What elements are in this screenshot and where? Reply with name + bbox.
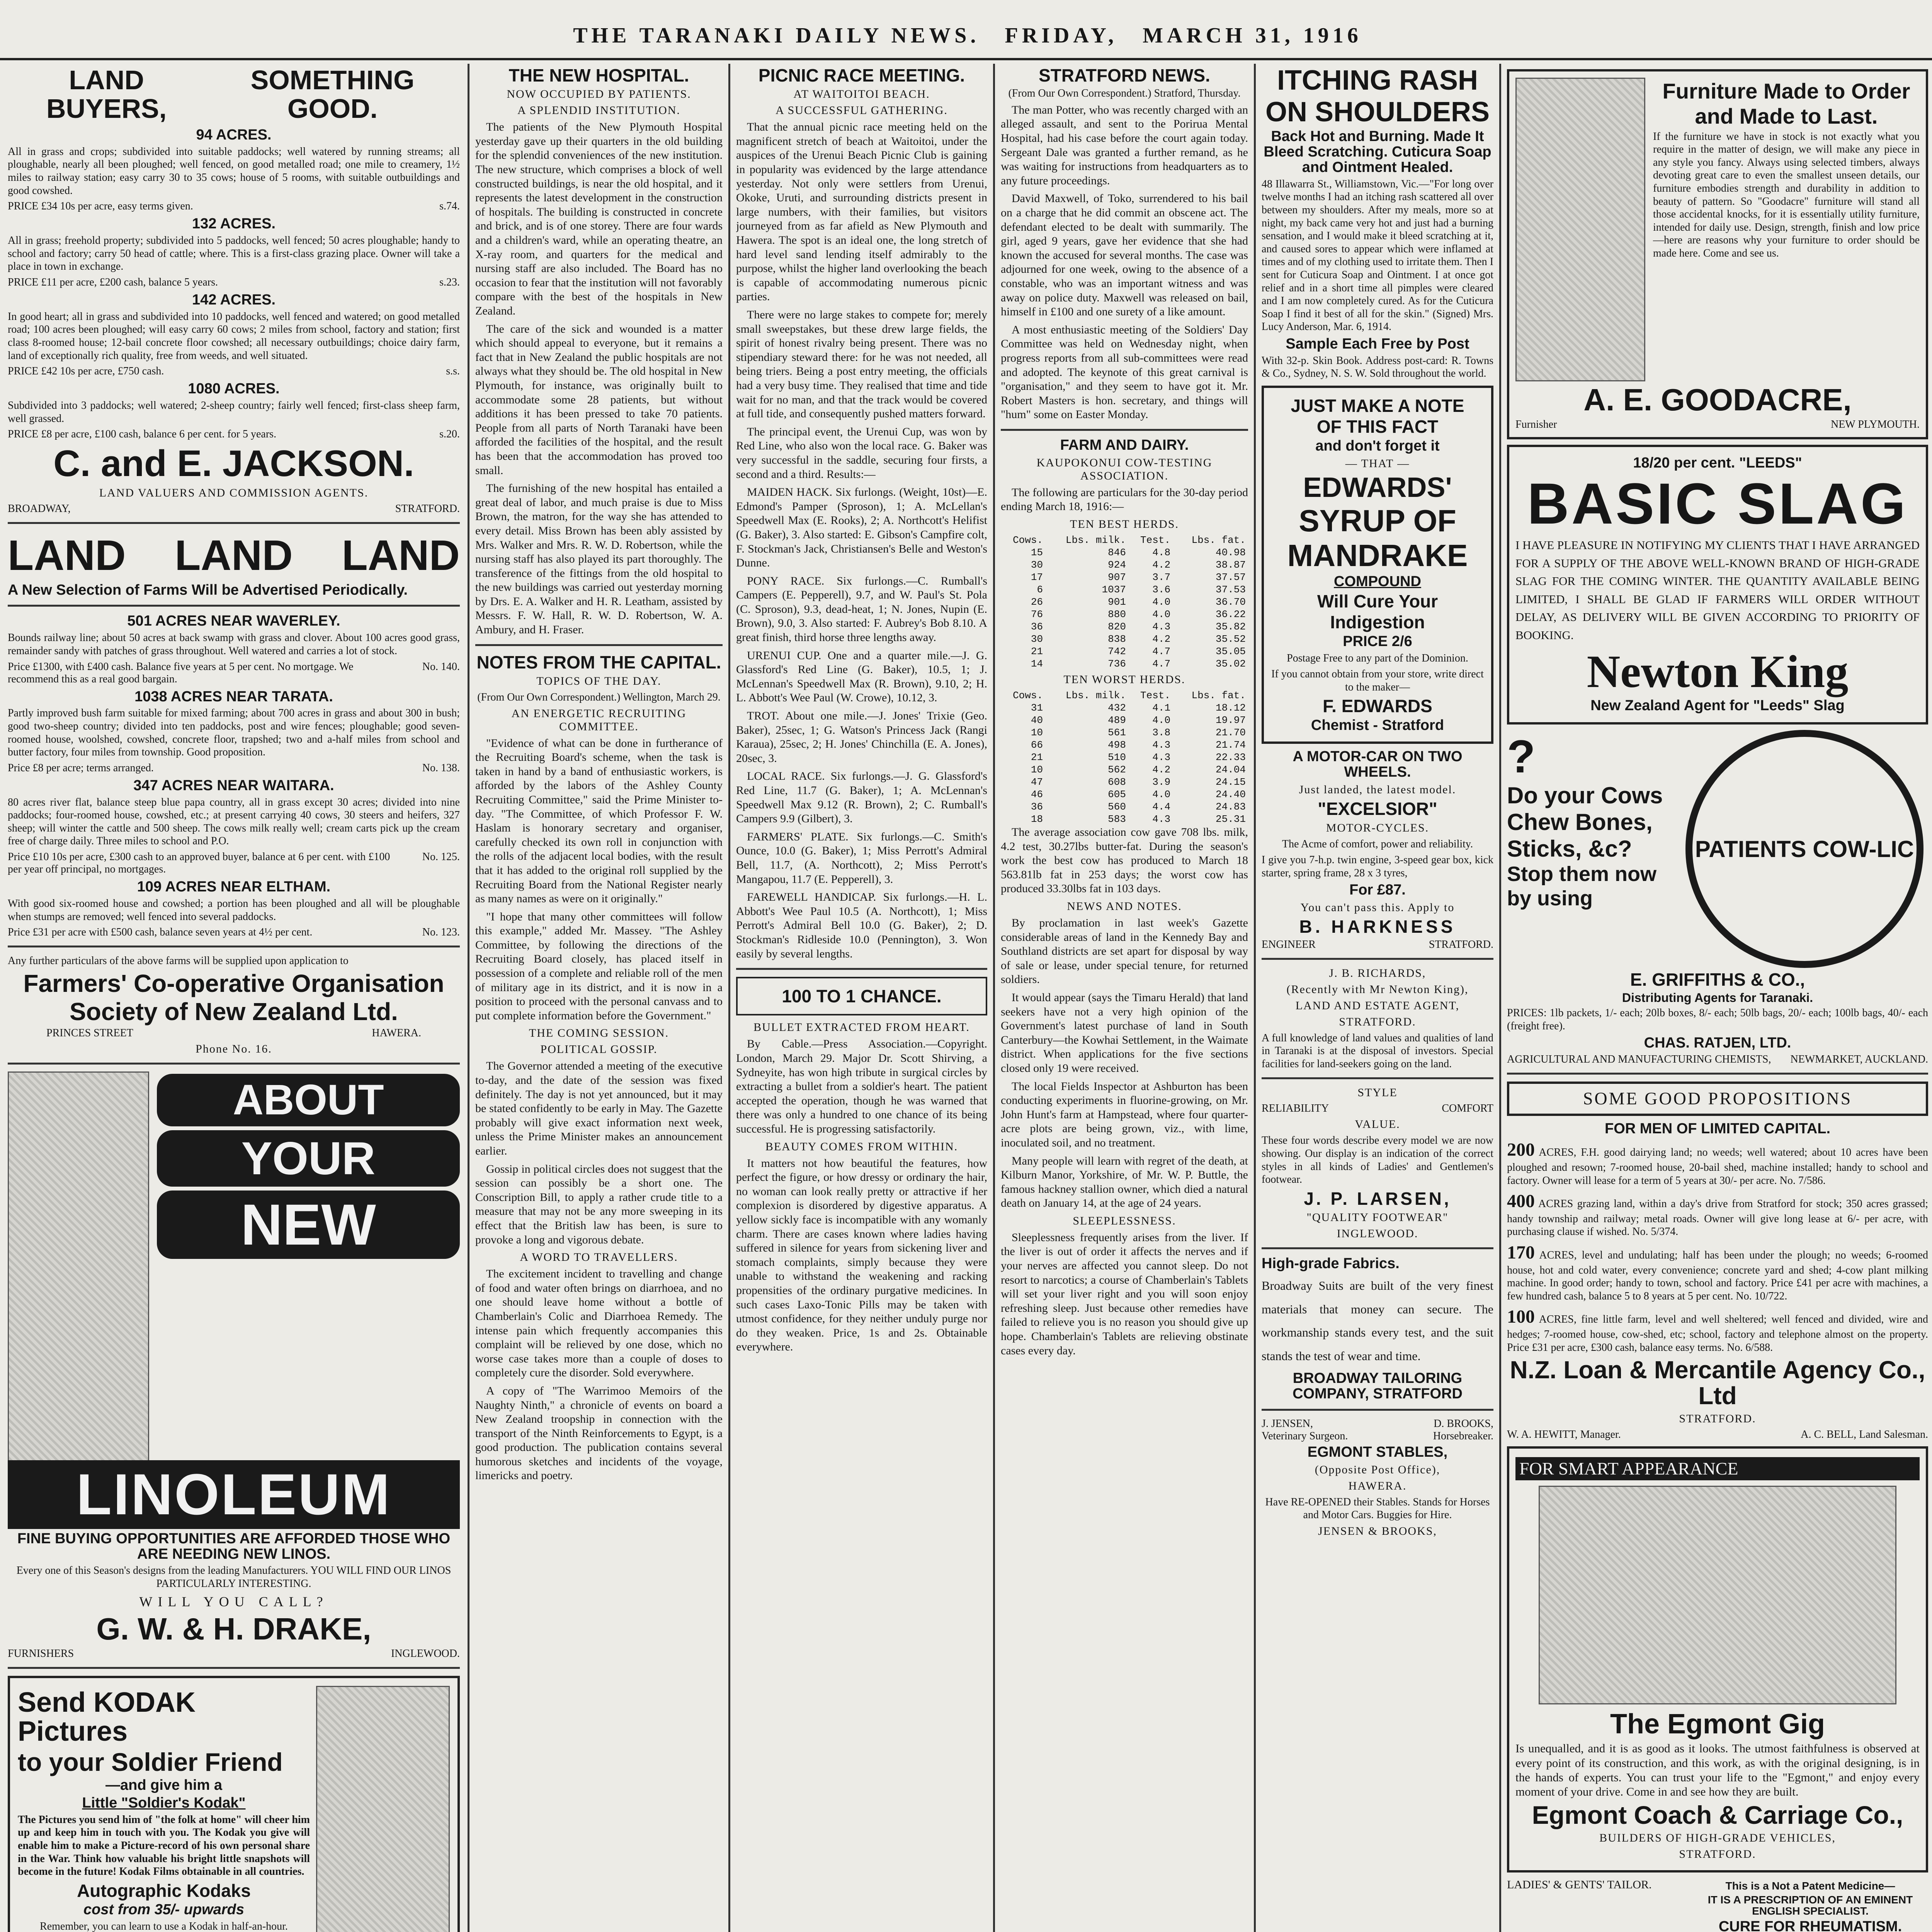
paper-title: THE TARANAKI DAILY NEWS.: [573, 24, 980, 48]
table-cell: 26: [1031, 596, 1043, 608]
worst-herds-table: [1001, 689, 1248, 825]
column-picnic: PICNIC RACE MEETING. AT WAITOITOI BEACH. A SUCCESSFUL GATHERING. That the annual picnic race meeting held on the magnificent stretch of beach at Waitoitoi, under the auspices of the Urenui Beach Picnic Club is gaining in popularity was evidenced by the large attendance yesterday. Not only were settlers from Urenui, Okoke, Uruti, and surrounding districts present in large numbers, with their families, but visitors journeyed from as far afield as New Plymouth and Hawera. The spot is an ideal one, the long stretch of hard level sand lending itself admirably to the purpose, whilst the higher land overlooking the beach is capable of accommodating numerous picnic parties. There were no large stakes to compete for; merely small sweepstakes, but these drew large fields, the spirit of honest rivalry being present. There was no stipendiary steward there: for he was not needed, all being triers. Being a post entry meeting, the officials had a very busy time. They realised that time and tide wait for no man, and that the track would be covered at full tide, and consequently pushed matters forward. The principal event, the Urenui Cup, was won by Red Line, who also won the local race. G. Baker was very successful in the saddle, securing four firsts, a second and a third. Results:— MAIDEN HACK. Six furlongs. (Weight, 10st)—E. Edmond's Pamper (Sproson), 1; A. McLellan's Speedwell Max (E. Rooks), 2; A. Northcott's Helifist (G. Baker), 3. Also started: E. Gibson's Campfire colt, F. Stockman's Jack, Christiansen's Belle and Weston's Dunne. PONY RACE. Six furlongs.—C. Rumball's Campers (E. Pepperell), 9.7, and W. Paul's St. Pola (C. Sproson), 9.3, dead-heat, 1; N. Jones, Nupin (E. Brown), 9.0, 3. Also started: F. Aubrey's Bob 8.10. A great finish, third horse three lengths away. URENUI CUP. One and a quarter mile.—J. G. Glassford's Red Line (G. Baker), 10.5, 1; J. McLennan's Speedwell Max (R. Brown), 9.10, 2; H. L. Abbott's Wee Paul (W. Crowe), 10.12, 3. TROT. About one mile.—J. Jones' Trixie (Geo. Baker), 25sec, 1; G. Watson's Princess Jack (Rangi Karaua), 25sec, 2; H. Jones' Chinchilla (E. A. Jones), 20sec, 3. LOCAL RACE. Six furlongs.—J. G. Glassford's Red Line, 11.7 (G. Baker), 1; A. McLennan's Speedwell Max 9.12 (R. Brown), 2; C. Rumball's Campers 9.9 (Gilbert), 3. FARMERS' PLATE. Six furlongs.—C. Smith's Ounce, 10.0 (G. Baker), 1; Miss Perrott's Admiral Bell, 11.7, (A. Northcott), 2; Miss Perrott's Mangapou, 11.7 (E. Pepperell), 3. FAREWELL HANDICAP. Six furlongs.—H. L. Abbott's Wee Paul 10.5 (A. Northcott), 1; Miss Perrott's Admiral Bell 10.0 (G. Baker), 2; D. Stockman's Ridleside 10.0 (Pennington), 3. Won easily by several lengths. 100 TO 1 CHANCE. BULLET EXTRACTED FROM HEART. By Cable.—Press Association.—Copyright. London, March 29. Major Dr. Scott Shirving, a Sydneyite, has won high tribute in surgical circles by extracting a bullet from a soldier's heart. The patient accepted the operation, though he was warned that there was only a hundred to one chance of its being successful. He is progressing satisfactorily. BEAUTY COMES FROM WITHIN. It matters not how beautiful the features, how perfect the figure, or how dressy or ordinary the hair, no woman can look really pretty or attractive if her complexion is disordered by digestive apparatus. A yellow sickly face is incompatible with any womanly charm. There are cases known where ladies having suffered in silence for years from sickening liver and stomach complaints, simply because they were unable to withstand the weakening and racking propensities of the ordinary purgative medicines. In such cases Laxo-Tonic Pills may be taken with utmost confidence, for they neither unduly purge nor do they weaken. Price, 1s and 2s. Obtainable everywhere.: [736, 65, 987, 1354]
table-cell: 21: [1031, 646, 1043, 658]
table-cell: 21.70: [1215, 727, 1246, 739]
table-cell: 4.2: [1152, 559, 1171, 571]
table-cell: 4.8: [1152, 547, 1171, 559]
table-cell: 605: [1108, 789, 1126, 801]
column-hospital: THE NEW HOSPITAL. NOW OCCUPIED BY PATIENTS. A SPLENDID INSTITUTION. The patients of the New Plymouth Hospital yesterday gave up their quarters in the old building for the splendid conveniences of the new institution. The new structure, which comprises a block of well constructed buildings, is near the old hospital, and it represents the latest development in the construction of hospitals. The building is constructed in concrete and brick, and is of one storey. There are four wards and a children's ward, while an operating theatre, an X-ray room, and quarters for the medical and nursing staff are also included. The Board has no occasion to fear that the institution will not favorably compare with the best of the hospitals in New Zealand. The care of the sick and wounded is a matter which should appeal to everyone, but it remains a fact that in New Zealand the public hospitals are not always what they should be. The old hospital in New Plymouth, for instance, was originally built to accommodate some 28 patients, but without additions it has been pressed to take 70 patients. People from all parts of North Taranaki have been afforded the facilities of the hospital, and the result has been that the accommodation has proved too small. The furnishing of the new hospital has entailed a great deal of labor, and much praise is due to Miss Brown, the matron, for the way she has attended to every detail. Miss Brown has been ably assisted by Mrs. Walker and Mrs. R. W. D. Robertson, while the nursing staff has also played its part thoroughly. The transference of the fittings from the old hospital to the new buildings was carried out yesterday morning by Drs. E. A. Walker and H. R. Leatham, assisted by Messrs. F. W. Hall, R. W. D. Robertson, W. A. Ambury, and H. Fraser. NOTES FROM THE CAPITAL. TOPICS OF THE DAY. (From Our Own Correspondent.) Wellington, March 29. AN ENERGETIC RECRUITING COMMITTEE. "Evidence of what can be done in furtherance of the Recruiting Board's scheme, when the task is taken in hand by a band of enthusiastic workers, is afforded by the labors of the Ashley County Recruiting Committee," said the Prime Minister to-day. "The Committee, of which Professor F. W. Haslam is honorary secretary and organiser, carefully checked its own roll in conjunction with the rolls of the adjacent local bodies, with the result that it has added to the original roll supplied by the Recruiting Board from the National Register nearly as many names as were on it originally." "I hope that many other committees will follow this example," added Mr. Massey. "The Ashley Committee, by following the directions of the Recruiting Board closely, has placed itself in possession of a complete and reliable roll of the men of military age in its district, and it is now in a position to proceed with the personal canvass and to put complete information before the Government." THE COMING SESSION. POLITICAL GOSSIP. The Governor attended a meeting of the executive to-day, and the date of the session was fixed definitely. The day is not yet announced, but it may be stated confidently to be early in May. The Gazette probably will give exact information next week, unless the Prime Minister makes an announcement earlier. Gossip in political circles does not suggest that the session can possibly be a short one. The Conscription Bill, to apply a rather crude title to a measure that may not be any more sweeping in its effect that the British law has been, is sure to provoke a long and vigorous debate. A WORD TO TRAVELLERS. The excitement incident to travelling and change of food and water often brings on diarrhoea, and no one should leave home without a bottle of Chamberlain's Colic and Diarrhoea Remedy. The intense pain which frequently accompanies this complaint will be relieved by one dose, which no worse case takes more than a couple of doses to completely cure the disorder. Sold everywhere. A copy of "The Warrimoo Memoirs of the Naughty Ninth," a chronicle of events on board a New Zealand troopship in connection with the transport of the Ninth Reinforcements to Egypt, is a good production. The publication contains several humorous sketches and incidents of the voyage, limericks and poetry.: [475, 65, 723, 1482]
table-row: [1001, 583, 1248, 596]
chance-box: 100 TO 1 CHANCE.: [736, 977, 987, 1015]
table-cell: 21: [1031, 752, 1043, 764]
table-cell: 31: [1031, 702, 1043, 714]
firm-subtitle: LAND VALUERS AND COMMISSION AGENTS.: [99, 486, 369, 500]
egmont-gig-ad: FOR SMART APPEARANCE The Egmont Gig Is unequalled, and it is as good as it looks. The utmost faithfulness is observed at every point of its construction, and this work, as with the original designing, is in the hands of experts. You can trust your life to the "Egmont," and enjoy every moment of your drive. Come in and see how they are built. Egmont Coach & Carriage Co., BUILDERS OF HIGH-GRADE VEHICLES, STRATFORD.: [1507, 1446, 1928, 1873]
land-subtitle: A New Selection of Farms Will be Advertised Periodically.: [8, 582, 408, 598]
harkness-name: B. HARKNESS: [1299, 917, 1456, 937]
table-cell: 4.0: [1152, 789, 1171, 801]
table-cell: 489: [1108, 714, 1126, 726]
table-row: [1001, 608, 1248, 621]
column-rule: [728, 64, 730, 1932]
table-cell: 35.82: [1215, 621, 1246, 633]
table-row: [1001, 702, 1248, 714]
farmers-society: Society of New Zealand Ltd.: [70, 997, 398, 1026]
table-cell: 24.15: [1215, 776, 1246, 788]
man-illustration: [8, 1071, 149, 1499]
woman-illustration: [316, 1686, 450, 1932]
goodacre-name: A. E. GOODACRE,: [1583, 383, 1852, 417]
nz-loan-name: N.Z. Loan & Mercantile Agency Co., Ltd: [1510, 1356, 1925, 1410]
table-cell: 46: [1031, 789, 1043, 801]
column-land-ads: LAND BUYERS, SOMETHING GOOD. 94 ACRES. All in grass and crops; subdivided into suitable paddocks; well watered by running streams; all ploughable, nearly all been ploughed; well fenced, on good metalled road; one mile to creamery, 1½ miles to railway station; easy carry 30 to 35 cows; house of 5 rooms, with suitable outbuildings and good cowshed. PRICE £34 10s per acre, easy terms given. s.74. 132 ACRES. All in grass; freehold property; subdivided into 5 paddocks, well fenced; 50 acres ploughable; handy to school and factory; carry 50 head of cattle; where. This is a first-class grazing place. Owner will take a place in town in exchange. PRICE £11 per acre, £200 cash, balance 5 years. s.23. 142 ACRES. In good heart; all in grass and subdivided into 10 paddocks, well fenced and watered; on good metalled road; 100 acres been ploughed; will easy carry 60 cows; 2 miles from school, factory and station; first class 8-roomed house; 12-bail concrete floor cowshed; all necessary outbuildings; choice dairy farm, land of exceptionally rich quality, free from weeds, and well situated. PRICE £42 10s per acre, £750 cash. s.s. 1080 ACRES. Subdivided into 3 paddocks; well watered; 2-sheep country; fairly well fenced; first-class sheep farm, well grassed. PRICE £8 per acre, £100 cash, balance 6 per cent. for 5 years. s.20. C. and E. JACKSON. LAND VALUERS AND COMMISSION AGENTS. BROADWAY, STRATFORD. LAND LAND LAND A New Selection of Farms Will be Advertised Periodically. 501 ACRES NEAR WAVERLEY. Bounds railway line; about 50 acres at back swamp with grass and clover. About 100 acres good grass, remainder sandy with patches of grass throughout. Well watered and carries a lot of stock. Price £1300, with £400 cash. Balance five years at 5 per cent. No mortgage. We recommend this as a real good bargain. No. 140. 1038 ACRES NEAR TARATA. Partly improved bush farm suitable for mixed farming; about 700 acres in grass and about 300 in bush; good two-sheep country; divided into ten paddocks, post and wire fences; ploughable; good seven-roomed house, woolshed, cowshed, concrete floor, trapshed; two and a-half miles from school and butter factory, four miles from township. Good proposition. Price £8 per acre; terms arranged. No. 138. 347 ACRES NEAR WAITARA. 80 acres river flat, balance steep blue papa country, all in grass except 30 acres; divided into nine paddocks; four-roomed house, cowshed, etc.; at present carrying 40 cows, 30 steers and heifers, 327 sheep; will winter the cattle and 500 sheep. The cows milk really well; cream carts pick up the cream free of charge daily. Three miles to school and P.O. Price £10 10s per acre, £300 cash to an approved buyer, balance at 6 per cent. with £100 per year off principal, no mortgages. No. 125. 109 ACRES NEAR ELTHAM. With good six-roomed house and cowshed; a portion has been ploughed and all will be ploughable when stumps are removed; well fenced into several paddocks. Price £31 per acre with £500 cash, balance seven years at 4½ per cent. No. 123. Any further particulars of the above farms will be supplied upon application to Farmers' Co-operative Organisation Society of New Zealand Ltd. PRINCES STREET HAWERA. Phone No. 16. ABOUT YOUR NEW LINOLEUM FINE BUYING OPPORTUNITIES ARE AFFORDED THOSE WHO ARE NEEDING NEW LINOS. Every one of this Season's designs from the leading Manufacturers. YOU WILL FIND OUR LINOS PARTICULARLY INTERESTING. WILL YOU CALL? G. W. & H. DRAKE, FURNISHERS INGLEWOOD. Send KODAK Pictures to your Soldier Friend —and give him a Little "Soldier's Kodak" The Pictures you send him of "the folk at home" will cheer him up and keep him in touch with you. The Kodak you give will enable him to make a Picture-record of his own personal share in the War. Think how valuable his bright little snapshots will become in the future! Kodak Films obtainable in all countries. Autographic Kodaks cost from 35/- upwards Remember, you can learn to use a Kodak in half-an-hour.: [8, 64, 460, 1932]
table-cell: 4.3: [1152, 621, 1171, 633]
table-cell: 498: [1108, 739, 1126, 751]
property-listing: 142 ACRES. In good heart; all in grass and subdivided into 10 paddocks, well fenced and watered; on good metalled road; 100 acres been ploughed; will easy carry 60 cows; 2 miles from school, factory and station; first class 8-roomed house; 12-bail concrete floor cowshed; all necessary outbuildings; choice dairy farm, land of exceptionally rich quality, free from weeds, and well situated. PRICE £42 10s per acre, £750 cash. s.s.: [8, 291, 460, 378]
drake-firm: G. W. & H. DRAKE,: [96, 1611, 371, 1646]
table-cell: 24.04: [1215, 764, 1246, 776]
table-cell: 14: [1031, 658, 1043, 670]
masthead: [0, 23, 1932, 60]
farm-listing: 1038 ACRES NEAR TARATA. Partly improved bush farm suitable for mixed farming; about 700 acres in grass and about 300 in bush; good two-sheep country; divided into ten paddocks, post and wire fences; ploughable; good seven-roomed house, woolshed, cowshed, concrete floor, trapshed; two and a-half miles from school and butter factory, four miles from township. Good proposition. Price £8 per acre; terms arranged. No. 138.: [8, 688, 460, 774]
table-cell: 22.33: [1215, 752, 1246, 764]
table-row: [1001, 658, 1248, 670]
table-row: [1001, 559, 1248, 571]
table-cell: 4.2: [1152, 633, 1171, 645]
lino-word: LINOLEUM: [8, 1460, 460, 1529]
table-cell: 37.53: [1215, 584, 1246, 596]
table-cell: 18: [1031, 813, 1043, 825]
headline-farm-dairy: FARM AND DAIRY.: [1060, 437, 1189, 453]
table-row: [1001, 633, 1248, 645]
table-cell: 36.70: [1215, 596, 1246, 608]
property-listing: 1080 ACRES. Subdivided into 3 paddocks; well watered; 2-sheep country; fairly well fenced; first-class sheep farm, well grassed. PRICE £8 per acre, £100 cash, balance 6 per cent. for 5 years. s.20.: [8, 381, 460, 440]
table-cell: 19.97: [1215, 714, 1246, 726]
table-cell: 907: [1108, 571, 1126, 583]
cow-lic-badge: PATIENTS COW-LIC: [1685, 730, 1923, 968]
column-ads-right: Furniture Made to Order and Made to Last. If the furniture we have in stock is not exactly what you require in the matter of design, we will make any piece in any style you fancy. Always using selected timbers, always devoting great care to even the smallest unseen details, our furniture embodies strength and durability in addition to beauty of pattern. So "Goodacre" furniture will stand all those accidental knocks, for it is essentially utility furniture, intended for daily use. Design, strength, finish and low price—here are reasons why your furniture to order should be made here. Come and see us. A. E. GOODACRE, Furnisher NEW PLYMOUTH. 18/20 per cent. "LEEDS" BASIC SLAG I HAVE PLEASURE IN NOTIFYING MY CLIENTS THAT I HAVE ARRANGED FOR A SUPPLY OF THE ABOVE WELL-KNOWN BRAND OF HIGH-GRADE SLAG FOR THE COMING WINTER. THE QUANTITY AVAILABLE BEING LIMITED, I SHALL BE GLAD IF FARMERS WILL ORDER WITHOUT DELAY, AS DELIVERY WILL BE GIVEN ACCORDING TO PRIORITY OF BOOKING. Newton King New Zealand Agent for "Leeds" Slag ? Do your Cows Chew Bones, Sticks, &c? Stop them now by using PATIENTS COW-LIC E. GRIFFITHS & CO., Distributing Agents for Taranaki. PRICES: 1lb packets, 1/- each; 20lb boxes, 8/- each; 50lb bags, 20/- each; 100lb bags, 40/- each (freight free). CHAS. RATJEN, LTD. AGRICULTURAL AND MANUFACTURING CHEMISTS, NEWMARKET, AUCKLAND. SOME GOOD PROPOSITIONS FOR MEN OF LIMITED CAPITAL. 200 ACRES, F.H. good dairying land; no weeds; well watered; about 10 acres have been ploughed and resown; 7-roomed house, 20-bail shed, machine installed; handy to school and factory. Owner will lease for a term of 5 years at 30/- per acre. No. 7/586. 400 ACRES grazing land, within a day's drive from Stratford for stock; 350 acres grassed; handy township and railway; metal roads. Owner will give long lease at 6/- per acre, with purchasing clause if wished. No. 5/374. 170 ACRES, level and undulating; half has been under the plough; no weeds; 6-roomed house, hot and cold water, every convenience; concrete yard and shed; 4-cow plant milking machine. In good order; handy to town, school and factory. Price £41 per acre with machines, a few hundred cash, balance 5 to 8 years at 5 per cent. No. 10/722. 100 ACRES, fine little farm, level and well sheltered; well fenced and divided, wire and hedges; 7-roomed house, cow-shed, etc; school, factory and telephone almost on the property. Price £31 per acre, £300 cash, balance easy terms. No. 6/588. N.Z. Loan & Mercantile Agency Co., Ltd STRATFORD. W. A. HEWITT, Manager. A. C. BELL, Land Salesman. FOR SMART APPEARANCE The Egmont Gig Is unequalled, and it is as good as it looks. The utmost faithfulness is observed at every point of its construction, and this work, as with the original designing, is in the hands of experts. You can trust your life to the "Egmont," and enjoy every moment of your drive. Come in and see how they are built. Egmont Coach & Carriage Co., BUILDERS OF HIGH-GRADE VEHICLES, STRATFORD. LADIES' & GENTS' TAILOR. This is a Not a Patent Medicine— IT IS A PRESCRIPTION OF AN EMINENT ENGLISH SPECIALIST. CURE FOR RHEUMATISM.: [1507, 64, 1928, 1932]
table-cell: 838: [1108, 633, 1126, 645]
forbes-ad: LADIES' & GENTS' TAILOR.: [1507, 1878, 1652, 1891]
table-cell: 37.57: [1215, 571, 1246, 583]
table-cell: 1037: [1102, 584, 1126, 596]
mandrake-ad: JUST MAKE A NOTE OF THIS FACT and don't forget it — THAT — EDWARDS' SYRUP OF MANDRAKE COMPOUND Will Cure Your Indigestion PRICE 2/6 Postage Free to any part of the Dominion. If you cannot obtain from your store, write direct to the maker— F. EDWARDS Chemist - Stratford: [1262, 386, 1493, 744]
farm-listing: 347 ACRES NEAR WAITARA. 80 acres river flat, balance steep blue papa country, all in grass except 30 acres; divided into nine paddocks; four-roomed house, cowshed, etc.; at present carrying 40 cows, 30 steers and heifers, 327 sheep; will winter the cattle and 500 sheep. The cows milk really well; cream carts pick up the cream free of charge daily. Three miles to school and P.O. Price £10 10s per acre, £300 cash to an approved buyer, balance at 6 per cent. with £100 per year off principal, no mortgages. No. 125.: [8, 777, 460, 876]
table-cell: 4.7: [1152, 658, 1171, 670]
table-row: [1001, 621, 1248, 633]
basic-slag-ad: 18/20 per cent. "LEEDS" BASIC SLAG I HAVE PLEASURE IN NOTIFYING MY CLIENTS THAT I HAVE ARRANGED FOR A SUPPLY OF THE ABOVE WELL-KNOWN BRAND OF HIGH-GRADE SLAG FOR THE COMING WINTER. THE QUANTITY AVAILABLE BEING LIMITED, I SHALL BE GLAD IF FARMERS WILL ORDER WITHOUT DELAY, AS DELIVERY WILL BE GIVEN ACCORDING TO PRIORITY OF BOOKING. Newton King New Zealand Agent for "Leeds" Slag: [1507, 445, 1928, 724]
table-cell: 4.2: [1152, 764, 1171, 776]
ad-title-land-buyers: LAND BUYERS,: [46, 65, 167, 124]
table-cell: 30: [1031, 633, 1043, 645]
best-herds-table: [1001, 534, 1248, 670]
ad-title-something-good: SOMETHING GOOD.: [250, 65, 415, 124]
table-cell: 4.3: [1152, 752, 1171, 764]
table-cell: 38.87: [1215, 559, 1246, 571]
table-row: [1001, 714, 1248, 726]
table-row: [1001, 739, 1248, 751]
table-cell: 736: [1108, 658, 1126, 670]
proposition-item: 100 ACRES, fine little farm, level and well sheltered; well fenced and divided, wire and hedges; 7-roomed house, cow-shed, etc; school, factory and telephone almost on the property. Price £31 per acre, £300 cash, balance easy terms. No. 6/588.: [1507, 1306, 1928, 1354]
table-cell: 4.7: [1152, 646, 1171, 658]
farm-listing: 501 ACRES NEAR WAVERLEY. Bounds railway line; about 50 acres at back swamp with grass and clover. About 100 acres good grass, remainder sandy with patches of grass throughout. Well watered and carries a lot of stock. Price £1300, with £400 cash. Balance five years at 5 per cent. No mortgage. We recommend this as a real good bargain. No. 140.: [8, 613, 460, 685]
table-cell: 4.3: [1152, 813, 1171, 825]
table-cell: 561: [1108, 727, 1126, 739]
land-banner: LAND LAND LAND: [8, 532, 460, 580]
table-cell: 4.3: [1152, 739, 1171, 751]
table-row: [1001, 801, 1248, 813]
table-row: [1001, 813, 1248, 825]
linoleum-ad: [8, 1071, 460, 1499]
table-cell: 608: [1108, 776, 1126, 788]
table-cell: 562: [1108, 764, 1126, 776]
table-cell: 24.40: [1215, 789, 1246, 801]
chair-illustration: [1515, 78, 1645, 381]
table-header-row: Cows. Lbs. milk. Test. Lbs. fat.: [1013, 534, 1246, 546]
table-cell: 47: [1031, 776, 1043, 788]
lino-about: ABOUT: [157, 1074, 460, 1126]
good-propositions-title: SOME GOOD PROPOSITIONS: [1507, 1082, 1928, 1116]
table-row: [1001, 571, 1248, 583]
property-listing: 94 ACRES. All in grass and crops; subdivided into suitable paddocks; well watered by running streams; all ploughable, nearly all been ploughed; well fenced, on good metalled road; one mile to creamery, 1½ miles to railway station; easy carry 30 to 35 cows; house of 5 rooms, with suitable outbuildings and good cowshed. PRICE £34 10s per acre, easy terms given. s.74.: [8, 127, 460, 213]
column-rule: [468, 64, 469, 1932]
table-cell: 66: [1031, 739, 1043, 751]
table-cell: 4.0: [1152, 714, 1171, 726]
proposition-item: 170 ACRES, level and undulating; half has been under the plough; no weeds; 6-roomed house, hot and cold water, every convenience; concrete yard and shed; 4-cow plant milking machine. In good order; handy to town, school and factory. Price £41 per acre with machines, a few hundred cash, balance 5 to 8 years at 5 per cent. No. 10/722.: [1507, 1242, 1928, 1302]
table-cell: 901: [1108, 596, 1126, 608]
table-cell: 846: [1108, 547, 1126, 559]
table-cell: 4.4: [1152, 801, 1171, 813]
table-cell: 30: [1031, 559, 1043, 571]
table-cell: 6: [1037, 584, 1043, 596]
issue-date: MARCH 31, 1916: [1143, 24, 1362, 48]
column-rule: [993, 64, 995, 1932]
lino-new: NEW: [157, 1190, 460, 1259]
table-cell: 880: [1108, 609, 1126, 621]
lino-your: YOUR: [157, 1130, 460, 1187]
issue-day: FRIDAY,: [1005, 24, 1117, 48]
table-cell: 432: [1108, 702, 1126, 714]
column-rule: [1499, 64, 1501, 1932]
table-row: [1001, 546, 1248, 559]
headline-capital: NOTES FROM THE CAPITAL.: [476, 652, 721, 672]
table-cell: 24.83: [1215, 801, 1246, 813]
table-cell: 40.98: [1215, 547, 1246, 559]
firm-name-jackson: C. and E. JACKSON.: [53, 443, 414, 485]
table-cell: 3.7: [1152, 571, 1171, 583]
table-cell: 742: [1108, 646, 1126, 658]
gig-illustration: [1539, 1486, 1896, 1704]
table-cell: 35.52: [1215, 633, 1246, 645]
table-cell: 4.0: [1152, 596, 1171, 608]
column-ads-middle: ITCHING RASH ON SHOULDERS Back Hot and Burning. Made It Bleed Scratching. Cuticura Soap and Ointment Healed. 48 Illawarra St., Williamstown, Vic.—"For long over twelve months I had an itching rash scattered all over between my shoulders. After my meals, more so at night, my back came very hot and just had a burning sensation, and I would make it bleed scratching at it, and caused sores to appear which were inflamed at times and of my clothing used to irritate them. Then I sent for Cuticura Soap and Ointment. I at once got relief and in a short time all pimples were cleared and I am now completely cured. As for the Cuticura Soap I find it best of all for the skin." (Signed) Mrs. Lucy Anderson, Mar. 6, 1914. Sample Each Free by Post With 32-p. Skin Book. Address post-card: R. Towns & Co., Sydney, N. S. W. Sold throughout the world. JUST MAKE A NOTE OF THIS FACT and don't forget it — THAT — EDWARDS' SYRUP OF MANDRAKE COMPOUND Will Cure Your Indigestion PRICE 2/6 Postage Free to any part of the Dominion. If you cannot obtain from your store, write direct to the maker— F. EDWARDS Chemist - Stratford A MOTOR-CAR ON TWO WHEELS. Just landed, the latest model. "EXCELSIOR" MOTOR-CYCLES. The Acme of comfort, power and reliability. I give you 7-h.p. twin engine, 3-speed gear box, kick starter, spring frame, 28 x 3 tyres, For £87. You can't pass this. Apply to B. HARKNESS ENGINEER STRATFORD. J. B. RICHARDS, (Recently with Mr Newton King), LAND AND ESTATE AGENT, STRATFORD. A full knowledge of land values and qualities of land in Taranaki is at the disposal of investors. Special facilities for land-seekers going on the land. STYLE RELIABILITY COMFORT VALUE. These four words describe every model we are now showing. Our display is an indication of the correct styles in all kinds of Ladies' and Gentlemen's footwear. J. P. LARSEN, "QUALITY FOOTWEAR" INGLEWOOD. High-grade Fabrics. Broadway Suits are built of the very finest materials that money can secure. The workmanship stands every test, and the suit stands the test of wear and time. BROADWAY TAILORING COMPANY, STRATFORD J. JENSEN, D. BROOKS, Veterinary Surgeon. Horsebreaker. EGMONT STABLES, (Opposite Post Office), HAWERA. Have RE-OPENED their Stables. Stands for Horses and Motor Cars. Buggies for Hire. JENSEN & BROOKS,: [1262, 65, 1493, 1537]
table-cell: 3.8: [1152, 727, 1171, 739]
property-listing: 132 ACRES. All in grass; freehold property; subdivided into 5 paddocks, well fenced; 50 acres ploughable; handy to school and factory; carry 50 head of cattle; where. This is a first-class grazing place. Owner will take a place in town in exchange. PRICE £11 per acre, £200 cash, balance 5 years. s.23.: [8, 216, 460, 288]
table-cell: 40: [1031, 714, 1043, 726]
furniture-ad: Furniture Made to Order and Made to Last. If the furniture we have in stock is not exactly what you require in the matter of design, we will make any piece in any style you fancy. Always using selected timbers, always devoting great care to even the smallest unseen details, our furniture embodies strength and durability in addition to beauty of pattern. So "Goodacre" furniture will stand all those accidental knocks, for it is essentially utility furniture, intended for daily use. Design, strength, finish and low price—here are reasons why your furniture to order should be made here. Come and see us. A. E. GOODACRE, Furnisher NEW PLYMOUTH.: [1507, 69, 1928, 439]
table-cell: 510: [1108, 752, 1126, 764]
table-row: [1001, 788, 1248, 801]
table-cell: 4.0: [1152, 609, 1171, 621]
table-cell: 35.02: [1215, 658, 1246, 670]
table-cell: 35.05: [1215, 646, 1246, 658]
headline-hospital: THE NEW HOSPITAL.: [509, 65, 689, 85]
table-row: [1001, 776, 1248, 788]
table-cell: 15: [1031, 547, 1043, 559]
table-cell: 583: [1108, 813, 1126, 825]
cow-lic-ad: ? Do your Cows Chew Bones, Sticks, &c? Stop them now by using PATIENTS COW-LIC: [1507, 730, 1928, 968]
table-cell: 25.31: [1215, 813, 1246, 825]
table-cell: 560: [1108, 801, 1126, 813]
table-row: [1001, 726, 1248, 739]
table-cell: 76: [1031, 609, 1043, 621]
farmers-org: Farmers' Co-operative Organisation: [23, 969, 444, 997]
table-cell: 36: [1031, 801, 1043, 813]
farmers-note: Any further particulars of the above farms will be supplied upon application to: [8, 955, 349, 967]
table-cell: 17: [1031, 571, 1043, 583]
table-cell: 36.22: [1215, 609, 1246, 621]
table-header-row: Cows. Lbs. milk. Test. Lbs. fat.: [1013, 690, 1246, 702]
table-cell: 36: [1031, 621, 1043, 633]
table-cell: 4.1: [1152, 702, 1171, 714]
itch-headline-a: ITCHING RASH: [1277, 65, 1478, 96]
table-cell: 10: [1031, 727, 1043, 739]
column-rule: [1254, 64, 1256, 1932]
table-cell: 3.9: [1152, 776, 1171, 788]
table-cell: 3.6: [1152, 584, 1171, 596]
proposition-item: 400 ACRES grazing land, within a day's drive from Stratford for stock; 350 acres grassed; handy township and railway; metal roads. Owner will give long lease at 6/- per acre, with purchasing clause if wished. No. 5/374.: [1507, 1191, 1928, 1238]
rheumatism-ad: This is a Not a Patent Medicine— IT IS A PRESCRIPTION OF AN EMINENT ENGLISH SPECIALIST. CURE FOR RHEUMATISM.: [1708, 1880, 1913, 1932]
table-cell: 820: [1108, 621, 1126, 633]
table-row: [1001, 596, 1248, 608]
table-cell: 21.74: [1215, 739, 1246, 751]
table-cell: 10: [1031, 764, 1043, 776]
table-row: [1001, 764, 1248, 776]
table-cell: 18.12: [1215, 702, 1246, 714]
proposition-item: 200 ACRES, F.H. good dairying land; no weeds; well watered; about 10 acres have been ploughed and resown; 7-roomed house, 20-bail shed, machine installed; handy to school and factory. Owner will lease for a term of 5 years at 30/- per acre. No. 7/586.: [1507, 1139, 1928, 1187]
headline-stratford: STRATFORD NEWS.: [1039, 65, 1210, 85]
headline-picnic: PICNIC RACE MEETING.: [758, 65, 965, 85]
kodak-ad: Send KODAK Pictures to your Soldier Friend —and give him a Little "Soldier's Kodak" The Pictures you send him of "the folk at home" will cheer him up and keep him in touch with you. The Kodak you give will enable him to make a Picture-record of his own personal share in the War. Think how valuable his bright little snapshots will become in the future! Kodak Films obtainable in all countries. Autographic Kodaks cost from 35/- upwards Remember, you can learn to use a Kodak in half-an-hour.: [8, 1676, 460, 1932]
farm-listing: 109 ACRES NEAR ELTHAM. With good six-roomed house and cowshed; a portion has been ploughed and all will be ploughable when stumps are removed; well fenced into several paddocks. Price £31 per acre with £500 cash, balance seven years at 4½ per cent. No. 123.: [8, 879, 460, 939]
itch-headline-b: ON SHOULDERS: [1265, 96, 1490, 128]
lino-tagline: FINE BUYING OPPORTUNITIES ARE AFFORDED THOSE WHO ARE NEEDING NEW LINOS.: [17, 1530, 451, 1562]
table-row: [1001, 645, 1248, 658]
table-cell: 924: [1108, 559, 1126, 571]
table-row: [1001, 751, 1248, 764]
column-stratford-news: STRATFORD NEWS. (From Our Own Correspondent.) Stratford, Thursday. The man Potter, who was recently charged with an alleged assault, and sent to the Porirua Mental Hospital, had his case before the court again today. Sergeant Dale was granted a further remand, as he was waiting for instructions from headquarters as to any future proceedings. David Maxwell, of Toko, surrendered to his bail on a charge that he did commit an obscene act. The defendant elected to be dealt with summarily. The girl, aged 9 years, gave her evidence that she had known the accused for several months. The case was adjourned for one week, owing to the absence of a constable, who was an important witness and was away on police duty. Maxwell was released on bail, himself in £100 and one surety of a like amount. A most enthusiastic meeting of the Soldiers' Day Committee was held on Wednesday night, when progress reports from all sub-committees were read and adopted. The keynote of this great carnival is "organisation," and they seem to have got it. Mr. Robert Masters is hon. secretary, and things will "hum" some on Easter Monday. FARM AND DAIRY. KAUPOKONUI COW-TESTING ASSOCIATION. The following are particulars for the 30-day period ending March 18, 1916:— TEN BEST HERDS. Cows. Lbs. milk. Test. Lbs. fat. 15 846 4.8 40.98 30 924 4.2 38.87 17 907 3.7 37.57 6 1037 3.6 37.53 26 901 4.0 36.70 76 880 4.0 36.22 36 820 4.3 35.82 30 838 4.2 35.52 21 742 4.7 35.05 14 736 4.7 35.02 TEN WORST HERDS. Cows. Lbs. milk. Test. Lbs. fat. 31 432 4.1 18.12 40 489 4.0 19.97 10 561 3.8 21.70 66 498 4.3 21.74 21 510 4.3 22.33 10 562 4.2 24.04 47 608 3.9 24.15 46 605 4.0 24.40 36 560 4.4 24.83 18 583 4.3 25.31 The average association cow gave 708 lbs. milk, 4.2 test, 30.27lbs butter-fat. During the season's work the best cow has produced to March 18 563.81lb fat in 253 days; the worst cow has produced 33.30lbs fat in 103 days. NEWS AND NOTES. By proclamation in last week's Gazette considerable areas of land in the Kennedy Bay and Southland districts are set apart for disposal by way of sale or lease, under special tenure, for returned soldiers. It would appear (says the Timaru Herald) that land seekers have not a very high opinion of the Government's latest purchase of land in South Canterbury—the Kowhai Settlement, in the Waimate district. When applications for the five sections closed only 19 were received. The local Fields Inspector at Ashburton has been conducting experiments in fluorine-growing, on Mr. John Hunt's farm at Hampstead, where four quarter-acre plots are being grown, viz., with lime, inoculated soil, and no treatment. Many people will learn with regret of the death, at Kilburn Manor, Yorkshire, of Mr. W. P. Buttle, the famous hackney stallion owner, which died a natural death on January 14, at the age of 24 years. SLEEPLESSNESS. Sleeplessness frequently arises from the liver. If the liver is out of order it affects the nerves and if your nerves are affected you cannot sleep. Do not resort to narcotics; a course of Chamberlain's Tablets will set your liver right and you will soon enjoy refreshing sleep. Just because other remedies have failed to relieve you is no reason you should give up hope. Chamberlain's Tablets are relieving obstinate cases every day.: [1001, 65, 1248, 1357]
